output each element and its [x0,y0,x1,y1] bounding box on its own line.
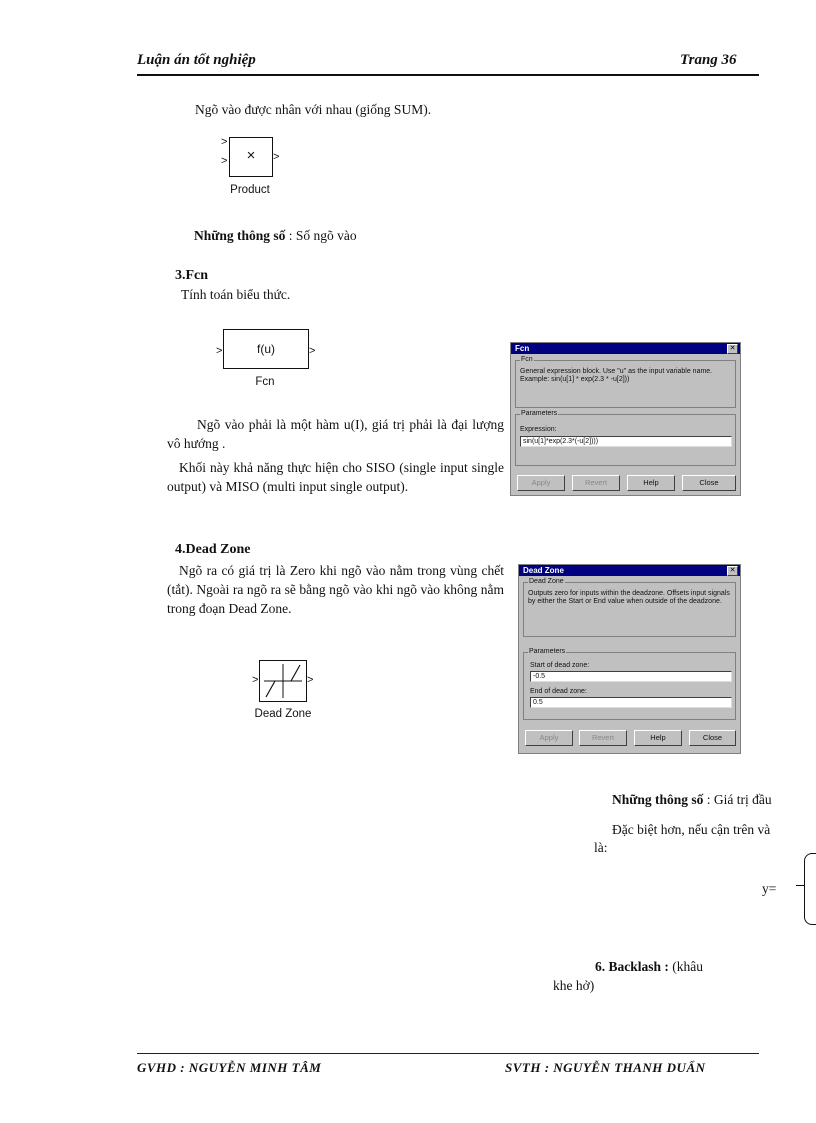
product-params [194,226,357,245]
backlash-heading-paren: (khâu [672,959,704,974]
deadzone-dialog-parameters-label: Parameters [529,648,566,655]
fcn-symbol: f(u) [257,342,275,356]
help-button[interactable]: Help [627,475,675,491]
close-button[interactable]: Close [682,475,736,491]
close-button[interactable]: Close [689,730,736,746]
product-block [229,137,273,177]
apply-button[interactable]: Apply [525,730,573,746]
backlash-heading-text: 6. Backlash : [595,959,669,974]
deadzone-block-label: Dead Zone [254,708,312,720]
fcn-dialog-group-parameters [515,410,736,466]
deadzone-curve-icon [260,661,306,701]
deadzone-dialog-group-parameters [523,648,736,720]
fcn-desc-2: Khối này khả năng thực hiện cho SISO (single input single output) và MISO (multi input single output). [167,460,504,494]
fcn-expression-input[interactable]: sin(u[1]*exp(2.3*(-u[2]))) [520,436,732,447]
product-input-port-2: > [221,155,228,167]
fcn-dialog-parameters-label: Parameters [521,410,558,417]
deadzone-output-port: > [307,674,314,686]
product-output-port: > [273,151,280,163]
close-icon[interactable]: ✕ [727,566,738,576]
deadzone-desc: Ngõ ra có giá trị là Zero khi ngõ vào nằm trong vùng chết (tắt). Ngoài ra ngõ ra sẽ bằng ngõ vào khi ngõ vào không nằm trong đoạn Dead Zone. [167,563,504,616]
fcn-dialog-titlebar [511,343,740,354]
revert-button[interactable]: Revert [579,730,627,746]
fcn-dialog-group-fcn [515,356,736,408]
close-icon[interactable]: ✕ [727,344,738,354]
product-params-label: Những thông số [194,228,286,243]
saturation-params-text: : Giá trị đầu [706,792,772,807]
deadzone-heading: 4.Dead Zone [175,542,251,557]
footer-advisor: GVHD : NGUYỄN MINH TÂM [137,1060,322,1075]
deadzone-dialog-description: Outputs zero for inputs within the deadzone. Offsets input signals by either the Start or End value when outside of the deadzone. [528,590,730,605]
deadzone-block [259,660,307,702]
deadzone-dialog-group-label: Dead Zone [529,578,564,585]
fcn-input-port: > [216,345,223,357]
fcn-block [223,329,309,369]
fcn-desc-1: Ngõ vào phải là một hàm u(I), giá trị phải là đại lượng vô hướng . [167,417,504,451]
end-dead-zone-label: End of dead zone: [530,688,587,695]
fcn-heading: 3.Fcn [175,268,209,283]
equation-lhs: y= [762,881,777,896]
header-title: Luận án tốt nghiệp [137,52,256,68]
help-button[interactable]: Help [634,730,682,746]
deadzone-dialog-titlebar [519,565,740,576]
header-rule [137,74,759,76]
apply-button[interactable]: Apply [517,475,565,491]
product-symbol: × [246,147,256,164]
deadzone-dialog [518,564,741,754]
footer-rule [137,1053,759,1054]
end-dead-zone-input[interactable]: 0.5 [530,697,732,708]
saturation-params-label: Những thông số [612,792,704,807]
backlash-line-2: khe hở) [553,978,595,993]
saturation-note-line-2: là: [594,840,608,855]
saturation-note-line: Đặc biệt hơn, nếu cận trên và [612,822,771,837]
deadzone-input-port: > [252,674,259,686]
deadzone-dialog-title: Dead Zone [523,566,564,575]
fcn-dialog-group-label: Fcn [521,356,533,363]
fcn-expression-label: Expression: [520,426,557,433]
revert-button[interactable]: Revert [572,475,620,491]
saturation-params [612,790,772,809]
product-block-label: Product [230,184,270,196]
fcn-dialog-title: Fcn [515,344,530,353]
backlash-heading [595,957,703,976]
fcn-block-label: Fcn [255,376,275,388]
product-params-text: : Số ngõ vào [288,228,357,243]
start-dead-zone-label: Start of dead zone: [530,662,590,669]
product-intro: Ngõ vào được nhân với nhau (giống SUM). [195,102,432,117]
footer-student: SVTH : NGUYỄN THANH DUẨN [505,1060,706,1075]
fcn-intro: Tính toán biểu thức. [181,287,291,302]
equation-brace [804,853,816,925]
fcn-output-port: > [309,345,316,357]
product-input-port-1: > [221,136,228,148]
header-page-number: Trang 36 [680,52,737,68]
equation-brace-tip [796,885,805,886]
deadzone-dialog-group [523,578,736,637]
start-dead-zone-input[interactable]: -0.5 [530,671,732,682]
fcn-dialog [510,342,741,496]
fcn-dialog-description: General expression block. Use "u" as the input variable name. Example: sin(u[1] * exp(2.3 * -u[2])) [520,368,713,383]
